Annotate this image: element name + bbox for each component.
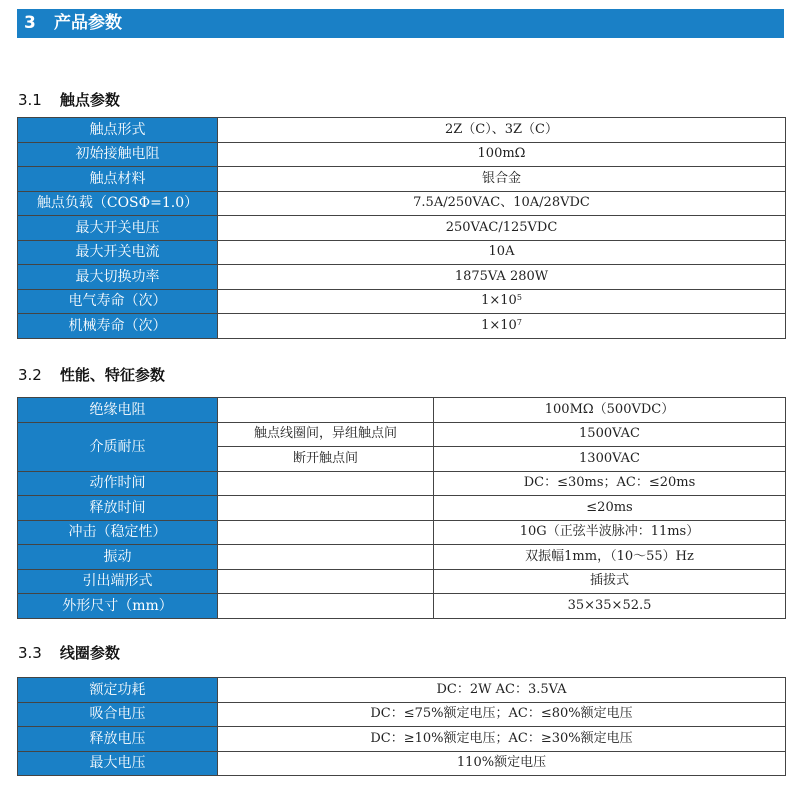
row-label: 最大电压 <box>18 751 218 776</box>
row-value <box>434 496 786 521</box>
row-label: 最大切换功率 <box>18 265 218 290</box>
section-title: 产品参数 <box>54 13 122 33</box>
row-label: 介质耐压 <box>18 422 218 471</box>
row-value-text: 1×10 <box>481 317 517 333</box>
row-value <box>218 678 786 703</box>
row-label: 动作时间 <box>18 471 218 496</box>
row-value-text: 110%额定电压 <box>456 755 547 771</box>
row-value-text: 250VAC/125VDC <box>445 219 558 235</box>
row-sub-empty <box>218 545 434 570</box>
row-value-exponent: 5 <box>516 293 522 303</box>
row-value-text: 35×35×52.5 <box>567 597 652 613</box>
row-label: 触点材料 <box>18 167 218 192</box>
performance-params-table <box>17 397 786 619</box>
row-value <box>218 289 786 314</box>
row-value <box>218 240 786 265</box>
row-value-text: DC：≤75%额定电压；AC：≤80%额定电压 <box>370 706 633 722</box>
table-row <box>18 265 786 290</box>
row-sub-empty <box>218 520 434 545</box>
row-label: 最大开关电流 <box>18 240 218 265</box>
row-value-text: 10A <box>488 244 515 260</box>
row-value-text: DC：2W AC：3.5VA <box>436 681 567 697</box>
row-value: 100MΩ（500VDC） <box>434 398 786 423</box>
table-row <box>18 142 786 167</box>
table-row <box>18 594 786 619</box>
row-label: 冲击（稳定性） <box>18 520 218 545</box>
row-value-text: 插拔式 <box>589 573 629 589</box>
row-label: 绝缘电阻 <box>18 398 218 423</box>
table-row <box>18 496 786 521</box>
table-row <box>18 289 786 314</box>
row-value <box>218 751 786 776</box>
row-label: 最大开关电压 <box>18 216 218 241</box>
row-label: 额定功耗 <box>18 678 218 703</box>
row-sub-label: 触点线圈间，异组触点间 <box>218 422 434 447</box>
row-value <box>218 727 786 752</box>
subsection-heading-performance: 3.2 性能、特征参数 <box>18 366 165 384</box>
row-value-text: 100mΩ <box>477 146 526 162</box>
table-row <box>18 569 786 594</box>
row-value <box>434 569 786 594</box>
coil-params-table <box>17 677 786 776</box>
row-sub-empty <box>218 398 434 423</box>
table-row <box>18 240 786 265</box>
table-row <box>18 216 786 241</box>
row-label: 触点负载（COSΦ=1.0） <box>18 191 218 216</box>
table-row <box>18 167 786 192</box>
row-value <box>434 471 786 496</box>
row-value-text: 1×10 <box>481 293 517 309</box>
row-value-text: 双振幅1mm，（10～55）Hz <box>525 548 694 564</box>
row-value <box>218 191 786 216</box>
row-value <box>434 520 786 545</box>
row-value <box>218 142 786 167</box>
subsection-heading-coil: 3.3 线圈参数 <box>18 644 120 662</box>
table-row <box>18 751 786 776</box>
table-row <box>18 520 786 545</box>
row-value: 1300VAC <box>434 447 786 472</box>
section-number: 3 <box>24 13 36 33</box>
row-label: 电气寿命（次） <box>18 289 218 314</box>
row-sub-empty <box>218 496 434 521</box>
row-value-text: 7.5A/250VAC、10A/28VDC <box>413 195 590 211</box>
table-row <box>18 727 786 752</box>
table-row <box>18 545 786 570</box>
row-value <box>218 118 786 143</box>
table-row <box>18 422 786 447</box>
row-value <box>434 594 786 619</box>
row-value-text: 2Z（C）、3Z（C） <box>444 121 558 137</box>
row-value <box>218 216 786 241</box>
row-label: 引出端形式 <box>18 569 218 594</box>
row-value: 1500VAC <box>434 422 786 447</box>
row-label: 触点形式 <box>18 118 218 143</box>
row-sub-empty <box>218 471 434 496</box>
row-value <box>434 545 786 570</box>
subsection-heading-contact: 3.1 触点参数 <box>18 91 120 109</box>
row-label: 吸合电压 <box>18 702 218 727</box>
row-value-text: 银合金 <box>481 170 521 186</box>
contact-params-table <box>17 117 786 339</box>
row-value-text: DC：≥10%额定电压；AC：≥30%额定电压 <box>370 730 633 746</box>
row-label: 外形尺寸（mm） <box>18 594 218 619</box>
row-value <box>218 702 786 727</box>
row-label: 释放电压 <box>18 727 218 752</box>
row-label: 释放时间 <box>18 496 218 521</box>
row-label: 振动 <box>18 545 218 570</box>
table-row <box>18 191 786 216</box>
row-sub-label: 断开触点间 <box>218 447 434 472</box>
row-value <box>218 314 786 339</box>
row-label: 机械寿命（次） <box>18 314 218 339</box>
row-sub-empty <box>218 594 434 619</box>
row-value <box>218 167 786 192</box>
table-row <box>18 398 786 423</box>
section-banner <box>17 9 784 38</box>
row-value-exponent: 7 <box>516 317 522 327</box>
table-row <box>18 678 786 703</box>
row-value-text: 1875VA 280W <box>454 268 549 284</box>
table-row <box>18 702 786 727</box>
row-value-text: ≤20ms <box>586 499 633 515</box>
row-label: 初始接触电阻 <box>18 142 218 167</box>
table-row <box>18 118 786 143</box>
row-sub-empty <box>218 569 434 594</box>
table-row <box>18 314 786 339</box>
row-value <box>218 265 786 290</box>
table-row <box>18 471 786 496</box>
row-value-text: 10G（正弦半波脉冲：11ms） <box>519 524 700 540</box>
row-value-text: DC：≤30ms；AC：≤20ms <box>523 475 696 491</box>
